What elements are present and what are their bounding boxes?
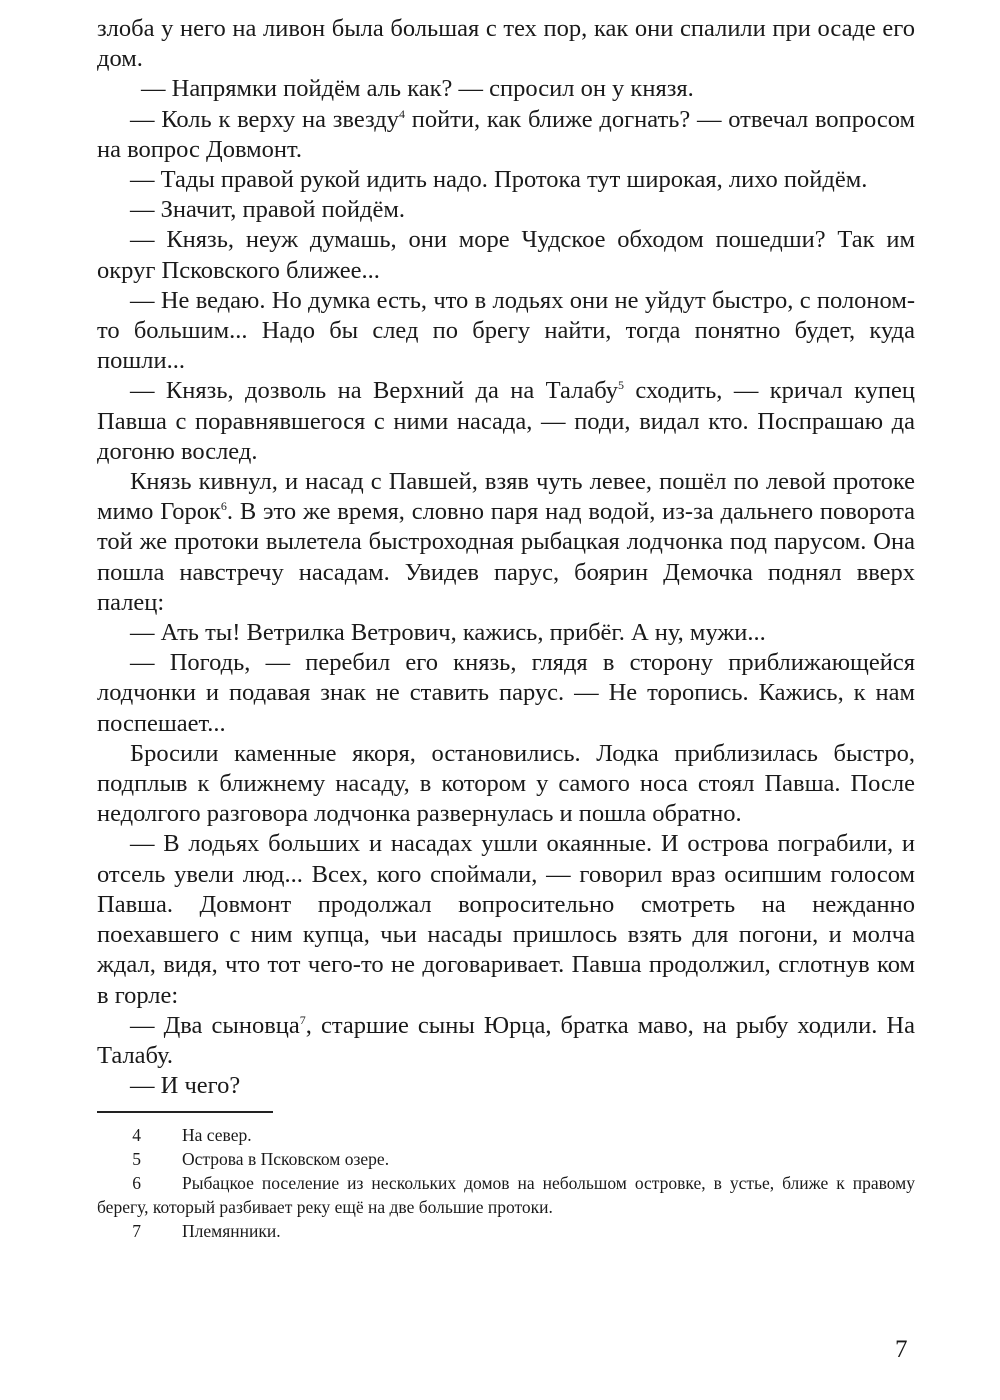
- paragraph-text: пойти, как ближе догнать? — отвечал вопросом на вопрос Довмонт.: [97, 105, 915, 163]
- paragraph: [97, 648, 915, 739]
- footnote-ref: 5: [617, 378, 624, 393]
- footnote-text: На север.: [182, 1125, 252, 1146]
- paragraph-text: — Князь, дозволь на Верхний да на Талабу: [130, 377, 618, 405]
- paragraph-text: — Не ведаю. Но думка есть, что в лодьях они не уйдут быстро, с полоном-то большим... Надо бы след по брегу найти, тогда понятно будет, куда пошли...: [97, 286, 915, 375]
- paragraph: [97, 74, 915, 104]
- footnote: [97, 1147, 915, 1171]
- paragraph-text: — Погодь, — перебил его князь, глядя в сторону приближающейся лодчонки и подавая знак не ставить парус. — Не торопись. Кажись, к нам поспешает...: [97, 649, 915, 737]
- page-number: 7: [895, 1336, 908, 1363]
- paragraph-text: злоба у него на ливон была большая с тех пор, как они спалили при осаде его дом.: [97, 15, 915, 73]
- footnote-separator: [97, 1111, 273, 1113]
- paragraph: [97, 829, 915, 1010]
- footnote-ref: 7: [299, 1012, 306, 1027]
- paragraph: [97, 739, 915, 830]
- paragraph-text: — Тады правой рукой идить надо. Протока тут широкая, лихо пойдём.: [130, 166, 868, 194]
- paragraph-text: — Два сыновца: [130, 1011, 300, 1039]
- paragraph-text: — Напрямки пойдём аль как? — спросил он у князя.: [141, 75, 694, 103]
- paragraph-text: , старшие сыны Юрца, братка маво, на рыбу ходили. На Талабу.: [97, 1011, 915, 1069]
- paragraph-text: . В это же время, словно паря над водой, из-за дальнего поворота той же протоки вылетела быстроходная рыбацкая лодчонка под парусом. Она пошла навстречу насадам. Увидев парус, боярин Демочка поднял вверх палец:: [97, 498, 915, 616]
- footnote-number: 4: [132, 1125, 141, 1146]
- footnote-text: Племянники.: [182, 1221, 281, 1242]
- paragraph: [97, 105, 915, 165]
- footnote-number: 6: [132, 1173, 141, 1194]
- paragraph-text: — Ать ты! Ветрилка Ветрович, кажись, прибёг. А ну, мужи...: [130, 619, 766, 647]
- footnote-number: 7: [132, 1221, 141, 1242]
- footnote-number: 5: [132, 1149, 141, 1170]
- paragraph: [97, 14, 915, 74]
- paragraph-text: сходить, — кричал купец Павша с поравнявшегося с ними насада, — поди, видал кто. Поспрашаю да догоню вослед.: [97, 377, 915, 465]
- footnote-text: Острова в Псковском озере.: [182, 1149, 390, 1170]
- main-text: [97, 14, 915, 1101]
- paragraph: [97, 165, 915, 195]
- footnotes: [97, 1123, 915, 1243]
- paragraph: [97, 195, 915, 225]
- paragraph: [97, 1011, 915, 1071]
- footnote: [97, 1123, 915, 1147]
- footnote-ref: 4: [398, 106, 405, 121]
- paragraph: [97, 1071, 915, 1101]
- footnote-ref: 6: [220, 499, 227, 514]
- paragraph-text: Князь кивнул, и насад с Павшей, взяв чуть левее, пошёл по левой протоке мимо Горок: [97, 468, 915, 526]
- paragraph: [97, 467, 915, 618]
- paragraph: [97, 286, 915, 377]
- paragraph: [97, 376, 915, 467]
- footnote: [97, 1171, 915, 1219]
- footnote-text: Рыбацкое поселение из нескольких домов на небольшом островке, в устье, ближе к правому берегу, который разбивает реку ещё на две большие протоки.: [97, 1173, 915, 1218]
- paragraph-text: — В лодьях больших и насадах ушли окаянные. И острова пограбили, и отсель увели люд... Всех, кого споймали, — говорил враз осипшим голосом Павша. Довмонт продолжал вопросительно смотреть на нежданно поехавшего с ним купца, чьи насады пришлось взять для погони, и молча ждал, видя, что тот чего-то не договаривает. Павша продолжил, сглотнув ком в горле:: [97, 830, 915, 1009]
- paragraph-text: — Значит, правой пойдём.: [130, 196, 406, 224]
- page-body: [97, 14, 915, 1243]
- paragraph-text: — Князь, неуж думашь, они море Чудское обходом пошедши? Так им округ Псковского ближее...: [97, 226, 915, 284]
- paragraph-text: — И чего?: [130, 1072, 241, 1100]
- footnote: [97, 1219, 915, 1243]
- paragraph: [97, 225, 915, 285]
- paragraph-text: Бросили каменные якоря, остановились. Лодка приблизилась быстро, подплыв к ближнему насаду, в котором у самого носа стоял Павша. После недолгого разговора лодчонка развернулась и пошла обратно.: [97, 739, 915, 828]
- paragraph-text: — Коль к верху на звезду: [130, 105, 399, 133]
- paragraph: [97, 618, 915, 648]
